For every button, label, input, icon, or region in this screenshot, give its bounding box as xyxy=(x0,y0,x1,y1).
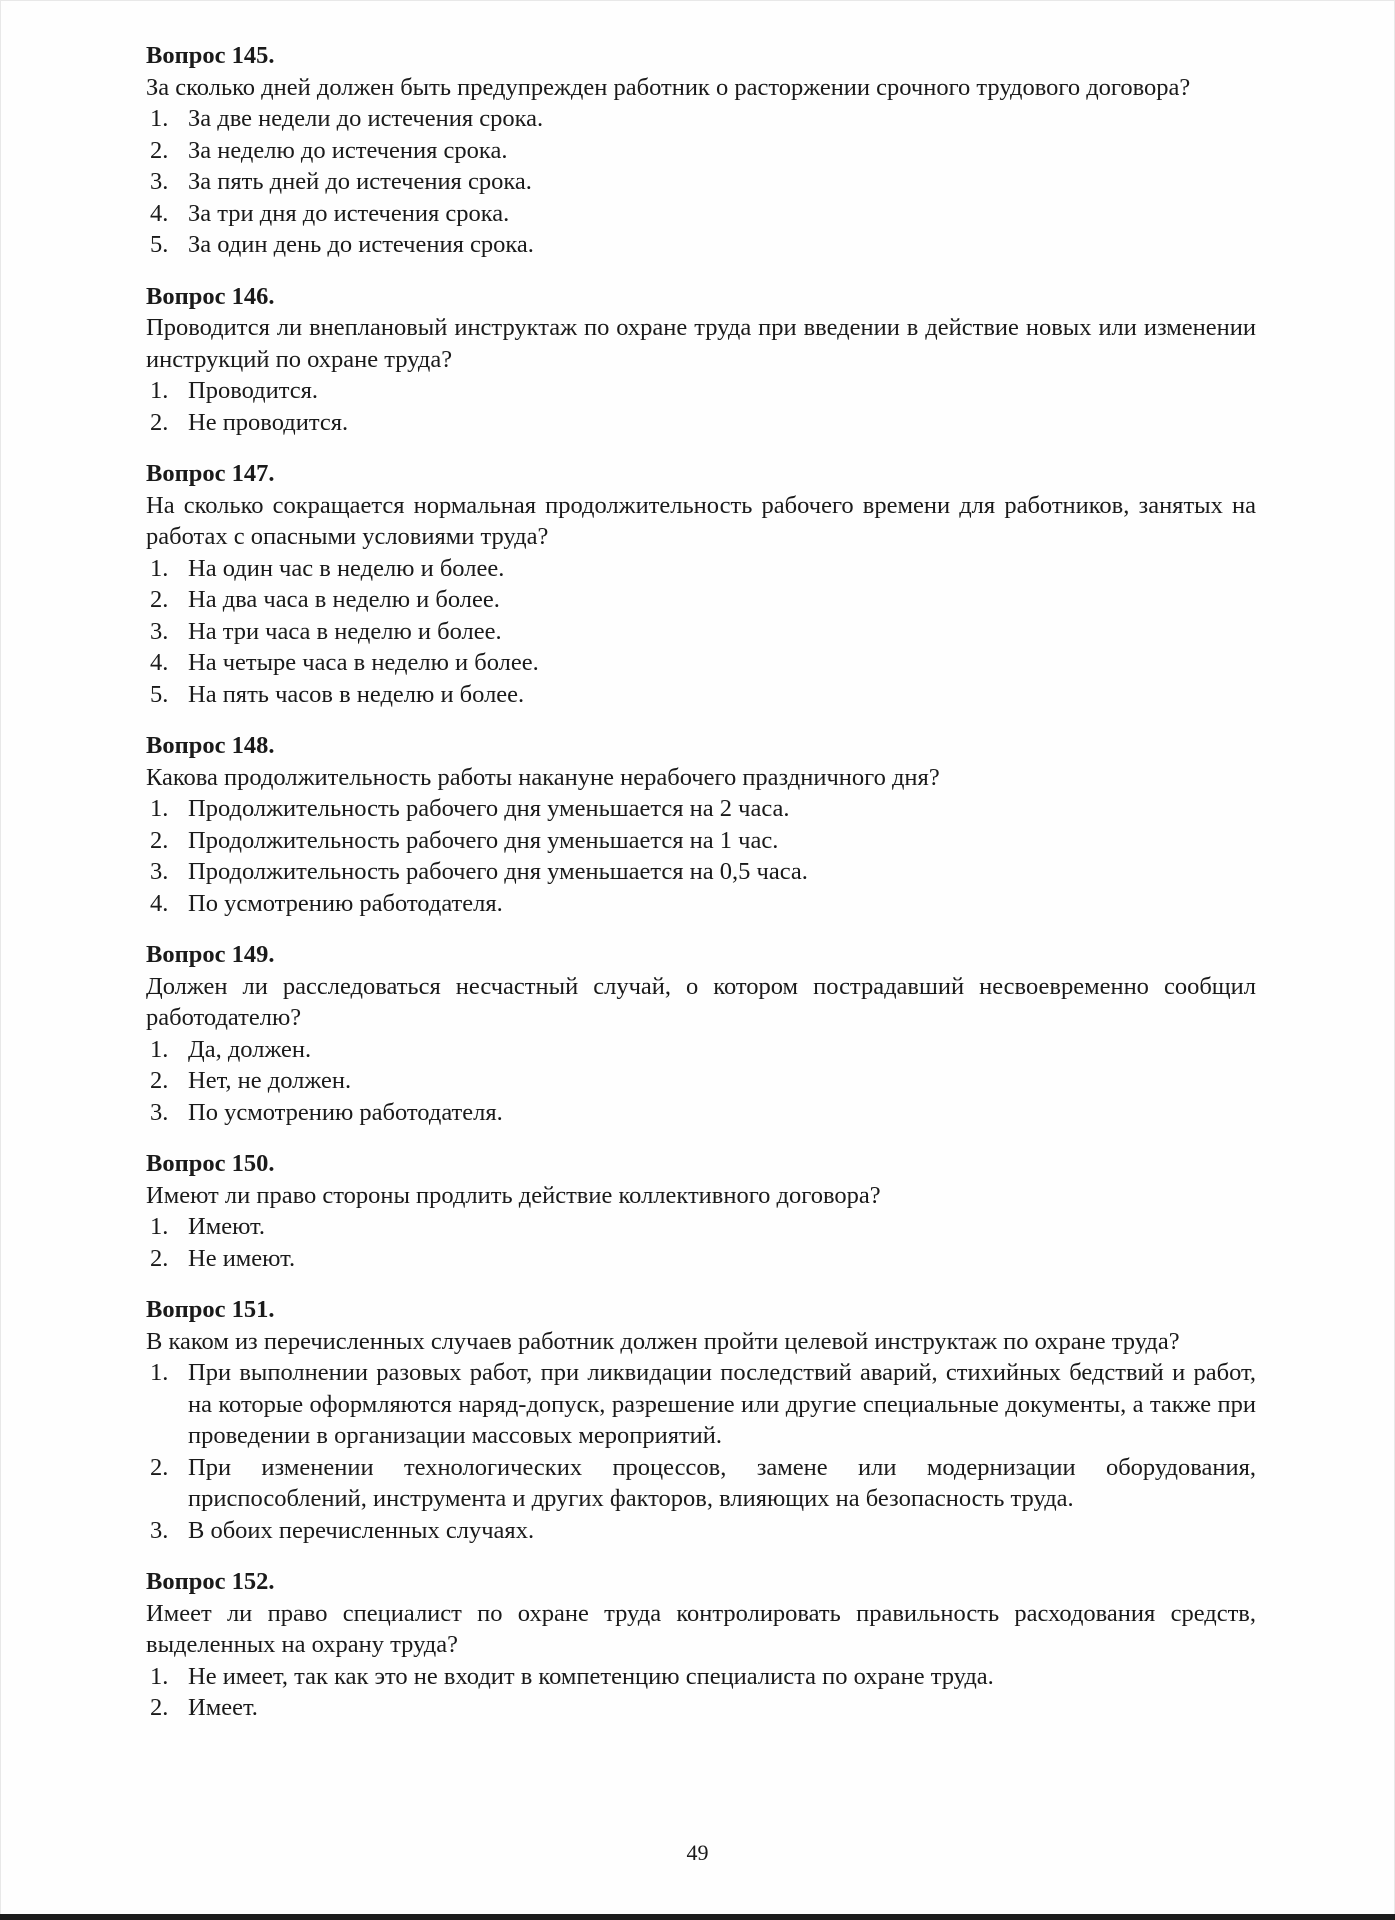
answer-number: 3. xyxy=(150,168,169,195)
answer-number: 2. xyxy=(150,1694,169,1721)
answer-list xyxy=(146,1357,1256,1546)
answer-option xyxy=(146,407,1256,439)
question-block xyxy=(146,1148,1256,1274)
answer-option xyxy=(146,1243,1256,1275)
answer-text: Имеет. xyxy=(188,1694,258,1721)
question-text: На сколько сокращается нормальная продолжительность рабочего времени для работников, занятых на работах с опасными условиями труда? xyxy=(146,491,1256,550)
answer-text: Имеют. xyxy=(188,1213,266,1240)
question-block xyxy=(146,458,1256,710)
question-text: Проводится ли внеплановый инструктаж по охране труда при введении в действие новых или изменении инструкций по охране труда? xyxy=(146,314,1256,373)
answer-text: По усмотрению работодателя. xyxy=(188,889,503,917)
answer-text: На пять часов в неделю и более. xyxy=(188,680,525,708)
answer-text: На три часа в неделю и более. xyxy=(188,617,502,645)
answer-number: 3. xyxy=(150,617,169,645)
question-text: Имеет ли право специалист по охране труда контролировать правильность расходования средств, выделенных на охрану труда? xyxy=(146,1599,1256,1658)
answer-option xyxy=(146,1515,1256,1547)
question-text: Должен ли расследоваться несчастный случай, о котором пострадавший несвоевременно сообщил работодателю? xyxy=(146,972,1256,1031)
answer-number: 4. xyxy=(150,199,169,227)
answer-list xyxy=(146,103,1256,261)
answer-number: 1. xyxy=(150,377,169,404)
answer-number: 1. xyxy=(150,795,169,822)
answer-option xyxy=(146,229,1256,261)
answer-option xyxy=(146,1211,1256,1243)
question-title: Вопрос 147. xyxy=(146,460,275,487)
answer-number: 2. xyxy=(150,136,169,164)
question-title: Вопрос 152. xyxy=(146,1568,275,1595)
answer-option xyxy=(146,166,1256,198)
answer-list xyxy=(146,1211,1256,1274)
answer-text: На два часа в неделю и более. xyxy=(188,586,500,613)
answer-option xyxy=(146,1452,1256,1515)
question-block xyxy=(146,40,1256,261)
question-title: Вопрос 146. xyxy=(146,282,275,310)
answer-text: По усмотрению работодателя. xyxy=(188,1098,503,1126)
question-text: За сколько дней должен быть предупрежден работник о расторжении срочного трудового договора? xyxy=(146,73,1191,101)
answer-number: 2. xyxy=(150,826,169,854)
question-title: Вопрос 149. xyxy=(146,941,275,968)
question-title: Вопрос 150. xyxy=(146,1150,275,1177)
answer-text: Да, должен. xyxy=(188,1035,312,1063)
answer-text: При изменении технологических процессов, замене или модернизации оборудования, приспособлений, инструмента и других факторов, влияющих на безопасность труда. xyxy=(188,1453,1256,1512)
answer-option xyxy=(146,135,1256,167)
answer-text: Проводится. xyxy=(188,377,318,404)
answer-list xyxy=(146,793,1256,919)
answer-option xyxy=(146,103,1256,135)
answer-option xyxy=(146,198,1256,230)
answer-number: 2. xyxy=(150,1453,169,1481)
answer-number: 3. xyxy=(150,858,169,885)
answer-option xyxy=(146,1692,1256,1724)
answer-option xyxy=(146,584,1256,616)
answer-option xyxy=(146,888,1256,920)
question-title: Вопрос 148. xyxy=(146,732,275,759)
answer-number: 2. xyxy=(150,408,169,436)
answer-option xyxy=(146,647,1256,679)
answer-text: Нет, не должен. xyxy=(188,1067,352,1094)
answer-option xyxy=(146,553,1256,585)
question-block xyxy=(146,281,1256,439)
question-block xyxy=(146,1566,1256,1724)
answer-option xyxy=(146,1034,1256,1066)
answer-list xyxy=(146,1661,1256,1724)
answer-text: За один день до истечения срока. xyxy=(188,231,534,258)
answer-text: За пять дней до истечения срока. xyxy=(188,168,532,195)
question-block xyxy=(146,939,1256,1128)
answer-text: На один час в неделю и более. xyxy=(188,554,505,582)
answer-option xyxy=(146,679,1256,711)
answer-text: Продолжительность рабочего дня уменьшается на 2 часа. xyxy=(188,795,790,822)
answer-number: 1. xyxy=(150,554,169,582)
answer-text: За неделю до истечения срока. xyxy=(188,136,508,164)
answer-option xyxy=(146,375,1256,407)
answer-number: 2. xyxy=(150,586,169,613)
answer-number: 3. xyxy=(150,1516,169,1544)
question-text: Имеют ли право стороны продлить действие коллективного договора? xyxy=(146,1181,881,1209)
answer-option xyxy=(146,856,1256,888)
answer-number: 2. xyxy=(150,1244,169,1272)
questions-list xyxy=(146,40,1256,1744)
question-title: Вопрос 151. xyxy=(146,1296,275,1323)
answer-option xyxy=(146,1661,1256,1693)
answer-text: Не проводится. xyxy=(188,408,349,436)
answer-text: Не имеют. xyxy=(188,1244,296,1272)
question-block xyxy=(146,1294,1256,1546)
question-text: Какова продолжительность работы накануне нерабочего праздничного дня? xyxy=(146,763,940,791)
answer-option xyxy=(146,793,1256,825)
question-title: Вопрос 145. xyxy=(146,42,275,69)
answer-option xyxy=(146,1065,1256,1097)
answer-number: 1. xyxy=(150,1035,169,1063)
question-block xyxy=(146,730,1256,919)
scan-edge xyxy=(0,1914,1395,1920)
answer-text: На четыре часа в неделю и более. xyxy=(188,649,539,676)
answer-text: За три дня до истечения срока. xyxy=(188,199,510,227)
answer-number: 4. xyxy=(150,649,169,676)
answer-number: 5. xyxy=(150,680,169,708)
answer-option xyxy=(146,616,1256,648)
answer-number: 1. xyxy=(150,1213,169,1240)
answer-number: 4. xyxy=(150,889,169,917)
answer-number: 1. xyxy=(150,105,169,132)
answer-number: 5. xyxy=(150,231,169,258)
answer-text: При выполнении разовых работ, при ликвидации последствий аварий, стихийных бедствий и работ, на которые оформляются наряд-допуск, разрешение или другие специальные документы, а также при проведении в организации массовых мероприятий. xyxy=(188,1359,1256,1449)
answer-text: За две недели до истечения срока. xyxy=(188,105,544,132)
answer-number: 2. xyxy=(150,1067,169,1094)
answer-option xyxy=(146,1357,1256,1452)
answer-list xyxy=(146,553,1256,711)
answer-number: 1. xyxy=(150,1662,169,1690)
page-number: 49 xyxy=(686,1840,709,1865)
question-text: В каком из перечисленных случаев работник должен пройти целевой инструктаж по охране труда? xyxy=(146,1327,1180,1355)
answer-option xyxy=(146,825,1256,857)
answer-text: Не имеет, так как это не входит в компетенцию специалиста по охране труда. xyxy=(188,1662,994,1690)
answer-number: 1. xyxy=(150,1359,169,1386)
answer-list xyxy=(146,375,1256,438)
answer-text: Продолжительность рабочего дня уменьшается на 1 час. xyxy=(188,826,779,854)
answer-option xyxy=(146,1097,1256,1129)
answer-text: В обоих перечисленных случаях. xyxy=(188,1516,535,1544)
answer-text: Продолжительность рабочего дня уменьшается на 0,5 часа. xyxy=(188,858,808,885)
answer-number: 3. xyxy=(150,1098,169,1126)
answer-list xyxy=(146,1034,1256,1129)
